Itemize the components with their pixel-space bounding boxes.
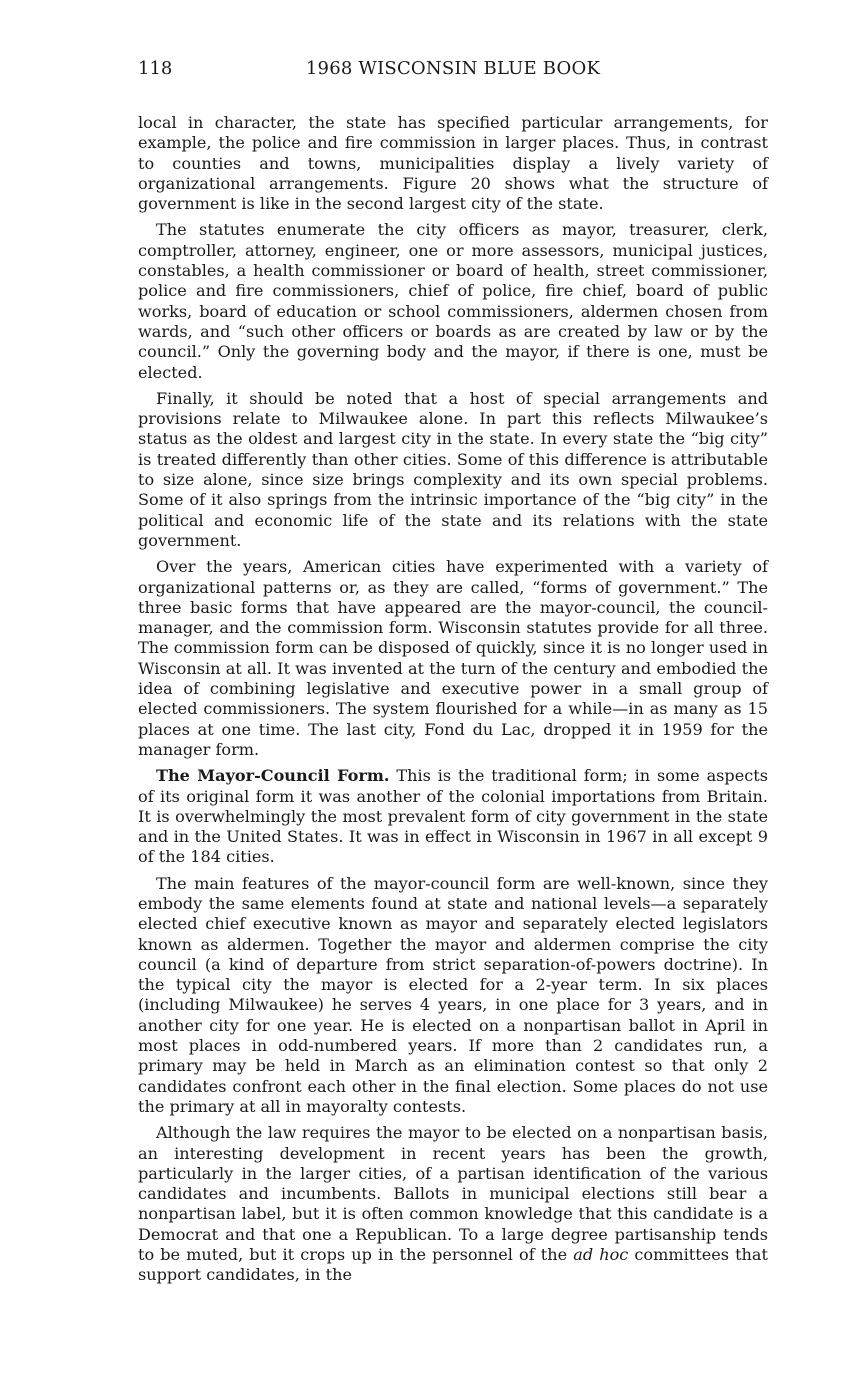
- paragraph-nonpartisan: [138, 1123, 768, 1285]
- paragraph-milwaukee: Finally, it should be noted that a host of special arrangements and provisions relate to Milwaukee alone. In part this reflects Milwaukee’s status as the oldest and largest city in the state. In every state the “big city” is treated differently than other cities. Some of this difference is attributable to size alone, since size brings complexity and its own special problems. Some of it also springs from the intrinsic importance of the “big city” in the political and economic life of the state and its relations with the state government.: [138, 388, 768, 550]
- paragraph-mayor-council-text: This is the traditional form; in some aspects of its original form it was another of the colonial importations from Britain. It is overwhelmingly the most prevalent form of city government in the state and in the United States. It was in effect in Wisconsin in 1967 in all except 9 of the 184 cities.: [138, 766, 768, 867]
- paragraph-nonpartisan-text-before: Although the law requires the mayor to be elected on a nonpartisan basis, an interesting development in recent years has been the growth, particularly in the larger cities, of a partisan identification of the various candidates and incumbents. Ballots in municipal elections still bear a nonpartisan label, but it is often common knowledge that this candidate is a Democrat and that one a Republican. To a large degree partisanship tends to be muted, but it crops up in the personnel of the: [138, 1123, 768, 1265]
- body-text: [138, 113, 768, 1292]
- running-title: 1968 WISCONSIN BLUE BOOK: [305, 58, 601, 79]
- paragraph-forms-of-government: Over the years, American cities have experimented with a variety of organizational patterns or, as they are called, “forms of government.” The three basic forms that have appeared are the mayor-council, the council-manager, and the commission form. Wisconsin statutes provide for all three. The commission form can be disposed of quickly, since it is no longer used in Wisconsin at all. It was invented at the turn of the century and embodied the idea of combining legislative and executive power in a small group of elected commissioners. The system flourished for a while—in as many as 15 places at one time. The last city, Fond du Lac, dropped it in 1959 for the manager form.: [138, 557, 768, 759]
- page-number: 118: [138, 58, 173, 79]
- section-heading-mayor-council: The Mayor-Council Form.: [156, 766, 390, 786]
- paragraph-continuation: local in character, the state has specified particular arrangements, for example, the police and fire commission in larger places. Thus, in contrast to counties and towns, municipalities display a lively variety of organizational arrangements. Figure 20 shows what the structure of government is like in the second largest city of the state.: [138, 113, 768, 214]
- paragraph-city-officers: The statutes enumerate the city officers as mayor, treasurer, clerk, comptroller, attorney, engineer, one or more assessors, municipal justices, constables, a health commissioner or board of health, street commissioner, police and fire commissioners, chief of police, fire chief, board of public works, board of education or school commissioners, aldermen chosen from wards, and “such other officers or boards as are created by law or by the council.” Only the governing body and the mayor, if there is one, must be elected.: [138, 220, 768, 382]
- emphasis-ad-hoc: ad hoc: [573, 1245, 629, 1265]
- paragraph-nonpartisan-text-after: committees that support candidates, in the: [138, 1245, 768, 1285]
- page-header: [138, 58, 768, 84]
- paragraph-mayor-council: [138, 766, 768, 867]
- paragraph-main-features: The main features of the mayor-council form are well-known, since they embody the same elements found at state and national levels—a separately elected chief executive known as mayor and separately elected legislators known as aldermen. Together the mayor and aldermen comprise the city council (a kind of departure from strict separation-of-powers doctrine). In the typical city the mayor is elected for a 2-year term. In six places (including Milwaukee) he serves 4 years, in one place for 3 years, and in another city for one year. He is elected on a nonpartisan ballot in April in most places in odd-numbered years. If more than 2 candidates run, a primary may be held in March as an elimination contest so that only 2 candidates confront each other in the final election. Some places do not use the primary at all in mayoralty contests.: [138, 873, 768, 1116]
